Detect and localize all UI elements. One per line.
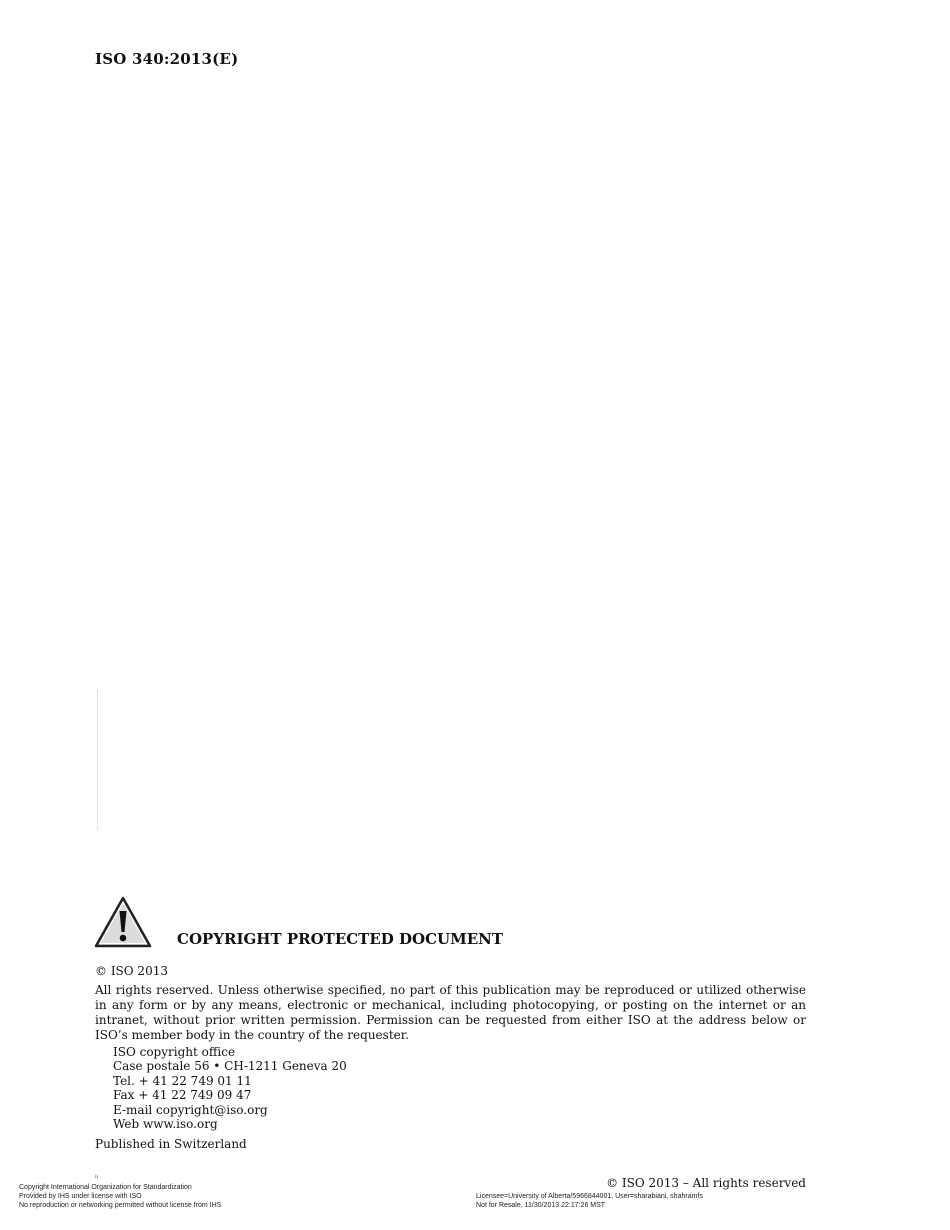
address-email[interactable]: E-mail copyright@iso.org (113, 1102, 268, 1117)
address-postal: Case postale 56 • CH-1211 Geneva 20 (113, 1059, 347, 1074)
ihs-left-line: No reproduction or networking permitted without license from IHS (19, 1202, 222, 1209)
ihs-left-line: Copyright International Organization for Standardization (19, 1184, 192, 1191)
warning-triangle-icon (93, 895, 153, 949)
ihs-right-line: Not for Resale, 11/30/2013 22:17:26 MST (476, 1202, 606, 1209)
address-tel: Tel. + 41 22 749 01 11 (113, 1073, 252, 1088)
rights-statement: All rights reserved. Unless otherwise specified, no part of this publication may be reproduced or utilized otherwise in any form or by any means, electronic or mechanical, including photocopying, or posting on the internet or an intranet, without prior written permission. Permission can be requested from either ISO at the address below or ISO’s member body in the country of the requester. (95, 983, 806, 1042)
copyright-office-address (113, 1045, 347, 1131)
document-identifier: ISO 340:2013(E) (95, 50, 239, 68)
published-location: Published in Switzerland (95, 1137, 247, 1151)
copyright-year: © ISO 2013 (95, 964, 168, 978)
ihs-right-line: Licensee=University of Alberta/5966844001, User=sharabiani, shahramfs (476, 1193, 703, 1200)
copyright-title: COPYRIGHT PROTECTED DOCUMENT (177, 930, 504, 948)
footer-copyright: © ISO 2013 – All rights reserved (606, 1176, 806, 1190)
address-office: ISO copyright office (113, 1045, 236, 1059)
ihs-license-stamp-left (19, 1183, 221, 1210)
address-fax: Fax + 41 22 749 09 47 (113, 1088, 252, 1103)
margin-trace-mark (97, 690, 104, 830)
page-number-marker: ii (95, 1174, 99, 1180)
ihs-left-line: Provided by IHS under license with ISO (19, 1193, 142, 1200)
address-web[interactable]: Web www.iso.org (113, 1117, 218, 1132)
ihs-license-stamp-right (476, 1192, 703, 1210)
